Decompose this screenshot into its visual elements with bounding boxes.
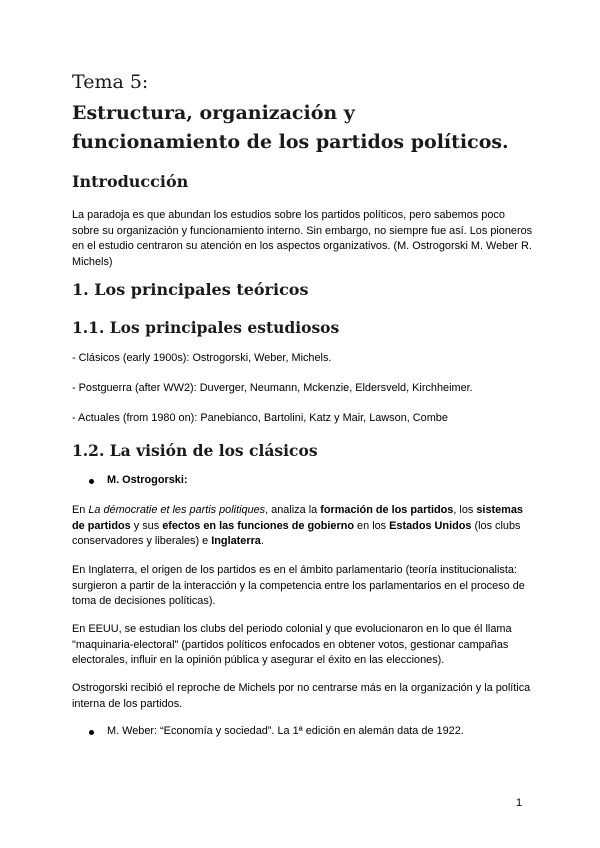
bullet-ostrogorski-label: M. Ostrogorski:: [107, 474, 188, 486]
list-item-postguerra: - Postguerra (after WW2): Duverger, Neumann, Mckenzie, Eldersveld, Kirchheimer.: [72, 382, 473, 394]
list-item-actuales: - Actuales (from 1980 on): Panebianco, Bartolini, Katz y Mair, Lawson, Combe: [72, 412, 448, 424]
bullet-icon: [89, 479, 94, 484]
bullet-icon: [89, 730, 94, 735]
heading-principales-estudiosos: 1.1. Los principales estudiosos: [72, 318, 340, 337]
heading-principales-teoricos: 1. Los principales teóricos: [72, 280, 309, 299]
page-number: 1: [516, 797, 523, 809]
intro-paragraph: La paradoja es que abundan los estudios sobre los partidos políticos, pero sabemos poco sobre su organización y funcionamiento interno. Sin embargo, no siempre fue así. Los pioneros en el estudio centraron su atención en los aspectos organizativos. (M. Ostrogorski M. Weber R. Michels): [72, 209, 533, 268]
paragraph-ostrogorski-obra: En La démocratie et les partis politiques, analiza la formación de los partidos, los sistemas de partidos y sus efectos en las funciones de gobierno en los Estados Unidos (los clubs conservadores y liberales) e Inglaterra.: [72, 504, 523, 547]
paragraph-inglaterra: En Inglaterra, el origen de los partidos es en el ámbito parlamentario (teoría institucionalista: surgieron a partir de la interacción y la competencia entre los parlamentarios en el proceso de toma de decisiones políticas).: [72, 564, 525, 607]
heading-vision-clasicos: 1.2. La visión de los clásicos: [72, 441, 318, 460]
bullet-weber-label: M. Weber: “Economía y sociedad”. La 1ª edición en alemán data de 1922.: [107, 725, 464, 737]
document-title: Estructura, organización y funcionamiento de los partidos políticos.: [72, 102, 509, 153]
heading-introduccion: Introducción: [72, 172, 189, 191]
list-item-clasicos: - Clásicos (early 1900s): Ostrogorski, Weber, Michels.: [72, 352, 332, 364]
paragraph-reproche-michels: Ostrogorski recibió el reproche de Michels por no centrarse más en la organización y la política interna de los partidos.: [72, 682, 531, 710]
paragraph-eeuu: En EEUU, se estudian los clubs del periodo colonial y que evolucionaron en lo que él llama "maquinaria-electoral" (partidos políticos enfocados en obtener votos, gestionar campañas electorales, influir en la opinión pública y asegurar el éxito en las elecciones).: [72, 623, 512, 666]
topic-number: Tema 5:: [72, 71, 149, 93]
